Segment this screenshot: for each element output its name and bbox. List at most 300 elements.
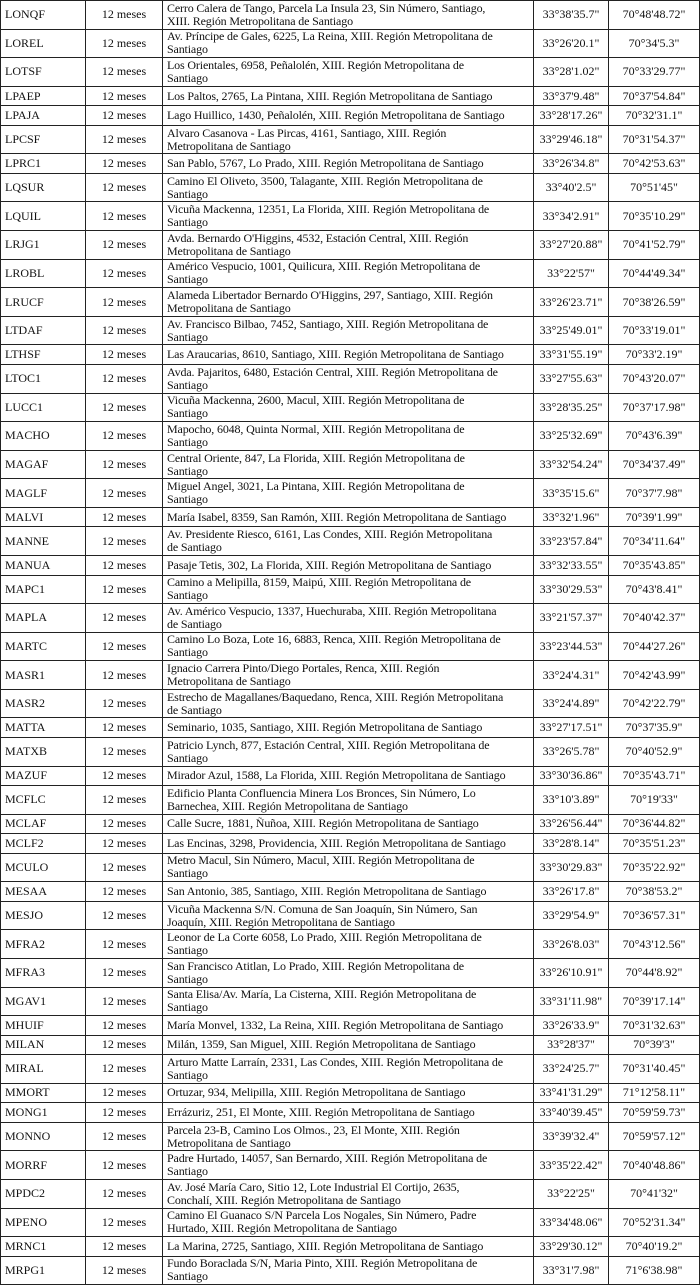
address-line: Metropolitana de Santiago — [167, 1135, 291, 1150]
address-line: María Isabel, 8359, San Ramón, XIII. Región Metropolitana de Santiago — [167, 509, 507, 524]
period-cell: 12 meses — [86, 125, 163, 154]
station-code-cell: LTHSF — [1, 345, 86, 365]
latitude-cell: 33°21'57.37" — [534, 604, 609, 633]
address-cell — [163, 154, 534, 174]
period-cell: 12 meses — [86, 86, 163, 106]
period-cell: 12 meses — [86, 882, 163, 902]
station-code-cell: MAGLF — [1, 479, 86, 508]
station-code-cell: LOREL — [1, 29, 86, 58]
address-cell — [163, 1256, 534, 1285]
period-cell: 12 meses — [86, 766, 163, 786]
table-row — [1, 1151, 700, 1180]
longitude-cell: 70°39'3" — [609, 1035, 700, 1055]
longitude-cell: 70°41'32" — [609, 1179, 700, 1208]
latitude-cell: 33°10'3.89" — [534, 786, 609, 815]
table-row — [1, 814, 700, 834]
table-row — [1, 231, 700, 260]
period-cell: 12 meses — [86, 987, 163, 1016]
station-code-cell: LOTSF — [1, 58, 86, 87]
address-line: Calle Sucre, 1881, Ñuñoa, XIII. Región Metropolitana de Santiago — [167, 816, 479, 831]
address-line: Camino Lo Boza, Lote 16, 6883, Renca, XIII. Región Metropolitana de — [167, 632, 501, 647]
station-code-cell: LPAJA — [1, 106, 86, 126]
latitude-cell: 33°24'4.89" — [534, 689, 609, 718]
table-row — [1, 556, 700, 576]
address-line: Los Orientales, 6958, Peñalolén, XIII. Región Metropolitana de — [167, 57, 464, 72]
latitude-cell: 33°40'2.5" — [534, 173, 609, 202]
address-cell — [163, 202, 534, 231]
table-row — [1, 345, 700, 365]
period-cell: 12 meses — [86, 1179, 163, 1208]
period-cell: 12 meses — [86, 1103, 163, 1123]
address-cell — [163, 345, 534, 365]
address-line: Américo Vespucio, 1001, Quilicura, XIII. Región Metropolitana de — [167, 259, 481, 274]
longitude-cell: 70°41'52.79" — [609, 231, 700, 260]
period-cell: 12 meses — [86, 507, 163, 527]
address-line: Alameda Libertador Bernardo O'Higgins, 297, Santiago, XIII. Región — [167, 288, 493, 303]
period-cell: 12 meses — [86, 231, 163, 260]
table-row — [1, 1208, 700, 1237]
latitude-cell: 33°40'39.45" — [534, 1103, 609, 1123]
address-line: Av. Américo Vespucio, 1337, Huechuraba, XIII. Región Metropolitana — [167, 603, 497, 618]
station-code-cell: MAZUF — [1, 766, 86, 786]
address-line: Santiago — [167, 492, 208, 507]
table-row — [1, 930, 700, 959]
latitude-cell: 33°22'25" — [534, 1179, 609, 1208]
period-cell: 12 meses — [86, 814, 163, 834]
latitude-cell: 33°27'55.63" — [534, 364, 609, 393]
period-cell: 12 meses — [86, 422, 163, 451]
address-cell — [163, 737, 534, 766]
address-line: Metropolitana de Santiago — [167, 301, 291, 316]
period-cell: 12 meses — [86, 1083, 163, 1103]
address-cell — [163, 288, 534, 317]
longitude-cell: 70°48'48.72" — [609, 1, 700, 30]
station-code-cell: MFRA3 — [1, 958, 86, 987]
longitude-cell: 70°44'49.34" — [609, 259, 700, 288]
period-cell: 12 meses — [86, 1035, 163, 1055]
address-cell — [163, 527, 534, 556]
longitude-cell: 70°59'57.12" — [609, 1122, 700, 1151]
period-cell: 12 meses — [86, 632, 163, 661]
longitude-cell: 70°31'40.45" — [609, 1055, 700, 1084]
longitude-cell: 70°37'54.84" — [609, 86, 700, 106]
latitude-cell: 33°29'30.12" — [534, 1237, 609, 1257]
station-code-cell: MILAN — [1, 1035, 86, 1055]
address-line: Santa Elisa/Av. María, La Cisterna, XIII. Región Metropolitana de — [167, 987, 477, 1002]
address-cell — [163, 1122, 534, 1151]
latitude-cell: 33°26'10.91" — [534, 958, 609, 987]
longitude-cell: 70°52'31.34" — [609, 1208, 700, 1237]
address-line: Santiago — [167, 186, 208, 201]
period-cell: 12 meses — [86, 154, 163, 174]
address-line: Santiago — [167, 42, 208, 57]
address-line: San Francisco Atitlan, Lo Prado, XIII. Región Metropolitana de — [167, 958, 464, 973]
station-code-cell: MCFLC — [1, 786, 86, 815]
address-line: María Monvel, 1332, La Reina, XIII. Región Metropolitana de Santiago — [167, 1017, 504, 1032]
period-cell: 12 meses — [86, 575, 163, 604]
period-cell: 12 meses — [86, 718, 163, 738]
longitude-cell: 70°37'17.98" — [609, 393, 700, 422]
station-code-cell: MAPLA — [1, 604, 86, 633]
address-line: Patricio Lynch, 877, Estación Central, XIII. Región Metropolitana de — [167, 737, 490, 752]
address-line: Santiago — [167, 645, 208, 660]
latitude-cell: 33°28'35.25" — [534, 393, 609, 422]
latitude-cell: 33°26'20.1" — [534, 29, 609, 58]
station-code-cell: LONQF — [1, 1, 86, 30]
table-row — [1, 1016, 700, 1036]
address-line: San Antonio, 385, Santiago, XIII. Región Metropolitana de Santiago — [167, 884, 487, 898]
latitude-cell: 33°26'17.8" — [534, 882, 609, 902]
address-line: Santiago — [167, 406, 208, 421]
table-row — [1, 661, 700, 690]
longitude-cell: 70°43'8.41" — [609, 575, 700, 604]
latitude-cell: 33°30'36.86" — [534, 766, 609, 786]
period-cell: 12 meses — [86, 1256, 163, 1285]
address-line: Central Oriente, 847, La Florida, XIII. Región Metropolitana de — [167, 450, 465, 465]
address-cell — [163, 987, 534, 1016]
address-line: Lago Huillico, 1430, Peñalolén, XIII. Región Metropolitana de Santiago — [167, 108, 505, 123]
address-cell — [163, 575, 534, 604]
longitude-cell: 70°19'33" — [609, 786, 700, 815]
period-cell: 12 meses — [86, 479, 163, 508]
table-row — [1, 1179, 700, 1208]
station-code-cell: MCULO — [1, 853, 86, 882]
station-code-cell: MACHO — [1, 422, 86, 451]
address-line: Av. Presidente Riesco, 6161, Las Condes, XIII. Región Metropolitana — [167, 527, 493, 542]
address-cell — [163, 958, 534, 987]
table-row — [1, 718, 700, 738]
address-line: Santiago — [167, 329, 208, 344]
period-cell: 12 meses — [86, 364, 163, 393]
station-code-cell: LQUIL — [1, 202, 86, 231]
latitude-cell: 33°41'31.29" — [534, 1083, 609, 1103]
period-cell: 12 meses — [86, 316, 163, 345]
table-row — [1, 1, 700, 30]
latitude-cell: 33°28'8.14" — [534, 834, 609, 854]
address-line: XIII. Región Metropolitana de Santiago — [167, 13, 353, 28]
address-line: Estrecho de Magallanes/Baquedano, Renca, XIII. Región Metropolitana — [167, 689, 504, 704]
station-code-cell: MASR1 — [1, 661, 86, 690]
address-line: Santiago — [167, 588, 208, 603]
station-code-cell: MONNO — [1, 1122, 86, 1151]
latitude-cell: 33°24'25.7" — [534, 1055, 609, 1084]
latitude-cell: 33°31'55.19" — [534, 345, 609, 365]
period-cell: 12 meses — [86, 1122, 163, 1151]
table-row — [1, 987, 700, 1016]
longitude-cell: 70°35'10.29" — [609, 202, 700, 231]
address-cell — [163, 1, 534, 30]
address-line: Seminario, 1035, Santiago, XIII. Región Metropolitana de Santiago — [167, 720, 483, 735]
table-row — [1, 364, 700, 393]
period-cell: 12 meses — [86, 259, 163, 288]
table-row — [1, 154, 700, 174]
period-cell: 12 meses — [86, 202, 163, 231]
address-cell — [163, 1208, 534, 1237]
address-line: Santiago — [167, 866, 208, 881]
table-row — [1, 1103, 700, 1123]
longitude-cell: 70°34'11.64" — [609, 527, 700, 556]
longitude-cell: 71°12'58.11" — [609, 1083, 700, 1103]
address-line: Fundo Boraclada S/N, Maria Pinto, XIII. Región Metropolitana de — [167, 1256, 478, 1271]
station-code-cell: MONG1 — [1, 1103, 86, 1123]
address-cell — [163, 786, 534, 815]
address-line: Santiago — [167, 463, 208, 478]
address-cell — [163, 125, 534, 154]
station-code-cell: MFRA2 — [1, 930, 86, 959]
address-line: Metropolitana de Santiago — [167, 674, 291, 689]
address-cell — [163, 604, 534, 633]
table-row — [1, 575, 700, 604]
period-cell: 12 meses — [86, 393, 163, 422]
station-code-cell: LRUCF — [1, 288, 86, 317]
latitude-cell: 33°29'54.9" — [534, 901, 609, 930]
station-code-cell: MRNC1 — [1, 1237, 86, 1257]
period-cell: 12 meses — [86, 786, 163, 815]
latitude-cell: 33°32'1.96" — [534, 507, 609, 527]
table-row — [1, 766, 700, 786]
address-line: Camino El Oliveto, 3500, Talagante, XIII. Región Metropolitana de — [167, 173, 483, 188]
address-line: Metropolitana de Santiago — [167, 138, 291, 153]
address-line: Santiago — [167, 971, 208, 986]
longitude-cell: 70°37'35.9" — [609, 718, 700, 738]
period-cell: 12 meses — [86, 604, 163, 633]
longitude-cell: 70°40'42.37" — [609, 604, 700, 633]
address-line: Metropolitana de Santiago — [167, 243, 291, 258]
table-row — [1, 29, 700, 58]
longitude-cell: 70°42'43.99" — [609, 661, 700, 690]
longitude-cell: 70°35'22.92" — [609, 853, 700, 882]
period-cell: 12 meses — [86, 556, 163, 576]
address-cell — [163, 173, 534, 202]
address-line: Cerro Calera de Tango, Parcela La Insula 23, Sin Número, Santiago, — [167, 0, 486, 15]
longitude-cell: 70°59'59.73" — [609, 1103, 700, 1123]
latitude-cell: 33°31'11.98" — [534, 987, 609, 1016]
longitude-cell: 70°31'54.37" — [609, 125, 700, 154]
period-cell: 12 meses — [86, 737, 163, 766]
longitude-cell: 70°40'19.2" — [609, 1237, 700, 1257]
longitude-cell: 70°33'2.19" — [609, 345, 700, 365]
station-code-cell: LPAEP — [1, 86, 86, 106]
longitude-cell: 70°37'7.98" — [609, 479, 700, 508]
address-line: Las Encinas, 3298, Providencia, XIII. Región Metropolitana de Santiago — [167, 835, 506, 850]
address-line: de Santiago — [167, 702, 222, 717]
address-line: San Pablo, 5767, Lo Prado, XIII. Región Metropolitana de Santiago — [167, 156, 484, 171]
address-cell — [163, 422, 534, 451]
period-cell: 12 meses — [86, 288, 163, 317]
period-cell: 12 meses — [86, 106, 163, 126]
latitude-cell: 33°26'33.9" — [534, 1016, 609, 1036]
longitude-cell: 70°39'17.14" — [609, 987, 700, 1016]
period-cell: 12 meses — [86, 527, 163, 556]
latitude-cell: 33°28'1.02" — [534, 58, 609, 87]
address-line: Santiago — [167, 272, 208, 287]
address-cell — [163, 1055, 534, 1084]
table-row — [1, 288, 700, 317]
longitude-cell: 70°43'20.07" — [609, 364, 700, 393]
address-line: Avda. Pajaritos, 6480, Estación Central, XIII. Región Metropolitana de — [167, 364, 498, 379]
address-line: Santiago — [167, 1067, 208, 1082]
station-code-cell: MANNE — [1, 527, 86, 556]
longitude-cell: 70°35'43.85" — [609, 556, 700, 576]
table-row — [1, 853, 700, 882]
station-code-cell: MATTA — [1, 718, 86, 738]
latitude-cell: 33°37'9.48" — [534, 86, 609, 106]
address-cell — [163, 718, 534, 738]
address-cell — [163, 556, 534, 576]
latitude-cell: 33°23'57.84" — [534, 527, 609, 556]
period-cell: 12 meses — [86, 173, 163, 202]
table-row — [1, 1083, 700, 1103]
longitude-cell: 70°44'8.92" — [609, 958, 700, 987]
stations-table-body — [1, 1, 700, 1285]
longitude-cell: 70°42'53.63" — [609, 154, 700, 174]
station-code-cell: LTOC1 — [1, 364, 86, 393]
longitude-cell: 70°32'31.1" — [609, 106, 700, 126]
longitude-cell: 70°36'44.82" — [609, 814, 700, 834]
period-cell: 12 meses — [86, 689, 163, 718]
address-line: Ignacio Carrera Pinto/Diego Portales, Renca, XIII. Región — [167, 661, 440, 676]
station-code-cell: MATXB — [1, 737, 86, 766]
address-line: Padre Hurtado, 14057, San Bernardo, XIII. Región Metropolitana de — [167, 1151, 488, 1166]
latitude-cell: 33°30'29.83" — [534, 853, 609, 882]
address-cell — [163, 259, 534, 288]
station-code-cell: LTDAF — [1, 316, 86, 345]
address-line: Santiago — [167, 943, 208, 958]
latitude-cell: 33°32'33.55" — [534, 556, 609, 576]
address-line: Santiago — [167, 1000, 208, 1015]
address-cell — [163, 231, 534, 260]
address-cell — [163, 1237, 534, 1257]
period-cell: 12 meses — [86, 930, 163, 959]
address-line: Conchalí, XIII. Región Metropolitana de Santiago — [167, 1192, 401, 1207]
address-line: Santiago — [167, 70, 208, 85]
table-row — [1, 393, 700, 422]
station-code-cell: LQSUR — [1, 173, 86, 202]
address-line: Camino El Guanaco S/N Parcela Los Nogales, Sin Número, Padre — [167, 1208, 477, 1223]
period-cell: 12 meses — [86, 29, 163, 58]
table-row — [1, 632, 700, 661]
longitude-cell: 70°40'48.86" — [609, 1151, 700, 1180]
station-code-cell: MARTC — [1, 632, 86, 661]
longitude-cell: 70°39'1.99" — [609, 507, 700, 527]
longitude-cell: 70°35'51.23" — [609, 834, 700, 854]
address-cell — [163, 814, 534, 834]
period-cell: 12 meses — [86, 1237, 163, 1257]
station-code-cell: MIRAL — [1, 1055, 86, 1084]
table-row — [1, 1237, 700, 1257]
table-row — [1, 958, 700, 987]
station-code-cell: MORRF — [1, 1151, 86, 1180]
period-cell: 12 meses — [86, 901, 163, 930]
address-cell — [163, 58, 534, 87]
address-cell — [163, 29, 534, 58]
latitude-cell: 33°26'56.44" — [534, 814, 609, 834]
address-cell — [163, 316, 534, 345]
address-cell — [163, 393, 534, 422]
address-line: Alvaro Casanova - Las Pircas, 4161, Santiago, XIII. Región — [167, 125, 447, 140]
longitude-cell: 70°31'32.63" — [609, 1016, 700, 1036]
table-row — [1, 125, 700, 154]
address-cell — [163, 853, 534, 882]
address-line: Mapocho, 6048, Quinta Normal, XIII. Región Metropolitana de — [167, 421, 465, 436]
latitude-cell: 33°30'29.53" — [534, 575, 609, 604]
address-line: de Santiago — [167, 616, 222, 631]
station-code-cell: LRJG1 — [1, 231, 86, 260]
latitude-cell: 33°27'20.88" — [534, 231, 609, 260]
address-line: Vicuña Mackenna, 2600, Macul, XIII. Región Metropolitana de — [167, 393, 465, 408]
address-line: Milán, 1359, San Miguel, XIII. Región Metropolitana de Santiago — [167, 1037, 476, 1052]
table-row — [1, 479, 700, 508]
latitude-cell: 33°24'4.31" — [534, 661, 609, 690]
address-cell — [163, 661, 534, 690]
table-row — [1, 1055, 700, 1084]
address-line: Santiago — [167, 377, 208, 392]
latitude-cell: 33°29'46.18" — [534, 125, 609, 154]
period-cell: 12 meses — [86, 345, 163, 365]
period-cell: 12 meses — [86, 1016, 163, 1036]
station-code-cell: MALVI — [1, 507, 86, 527]
period-cell: 12 meses — [86, 58, 163, 87]
station-code-cell: MASR2 — [1, 689, 86, 718]
table-row — [1, 316, 700, 345]
address-line: Santiago — [167, 1164, 208, 1179]
latitude-cell: 33°38'35.7" — [534, 1, 609, 30]
address-line: Los Paltos, 2765, La Pintana, XIII. Región Metropolitana de Santiago — [167, 88, 493, 103]
longitude-cell: 71°6'38.98" — [609, 1256, 700, 1285]
address-cell — [163, 1179, 534, 1208]
table-row — [1, 604, 700, 633]
table-row — [1, 1256, 700, 1285]
address-line: Errázuriz, 251, El Monte, XIII. Región Metropolitana de Santiago — [167, 1104, 475, 1119]
address-line: Ortuzar, 934, Melipilla, XIII. Región Metropolitana de Santiago — [167, 1085, 466, 1100]
station-code-cell: MAGAF — [1, 450, 86, 479]
latitude-cell: 33°35'22.42" — [534, 1151, 609, 1180]
latitude-cell: 33°34'48.06" — [534, 1208, 609, 1237]
station-code-cell: LPRC1 — [1, 154, 86, 174]
period-cell: 12 meses — [86, 1055, 163, 1084]
longitude-cell: 70°38'26.59" — [609, 288, 700, 317]
longitude-cell: 70°44'27.26" — [609, 632, 700, 661]
address-line: Leonor de La Corte 6058, Lo Prado, XIII. Región Metropolitana de — [167, 930, 482, 945]
address-cell — [163, 1083, 534, 1103]
latitude-cell: 33°27'17.51" — [534, 718, 609, 738]
station-code-cell: MCLAF — [1, 814, 86, 834]
table-row — [1, 834, 700, 854]
latitude-cell: 33°23'44.53" — [534, 632, 609, 661]
period-cell: 12 meses — [86, 1, 163, 30]
address-cell — [163, 930, 534, 959]
longitude-cell: 70°38'53.2" — [609, 882, 700, 902]
longitude-cell: 70°34'5.3" — [609, 29, 700, 58]
table-row — [1, 259, 700, 288]
address-line: Santiago — [167, 434, 208, 449]
longitude-cell: 70°40'52.9" — [609, 737, 700, 766]
address-cell — [163, 632, 534, 661]
address-line: Mirador Azul, 1588, La Florida, XIII. Región Metropolitana de Santiago — [167, 768, 506, 783]
latitude-cell: 33°34'2.91" — [534, 202, 609, 231]
table-row — [1, 527, 700, 556]
latitude-cell: 33°32'54.24" — [534, 450, 609, 479]
address-line: Metro Macul, Sin Número, Macul, XIII. Región Metropolitana de — [167, 853, 475, 868]
longitude-cell: 70°51'45" — [609, 173, 700, 202]
longitude-cell: 70°42'22.79" — [609, 689, 700, 718]
station-code-cell: MANUA — [1, 556, 86, 576]
station-code-cell: LUCC1 — [1, 393, 86, 422]
table-row — [1, 450, 700, 479]
station-code-cell: MPDC2 — [1, 1179, 86, 1208]
period-cell: 12 meses — [86, 834, 163, 854]
table-row — [1, 689, 700, 718]
